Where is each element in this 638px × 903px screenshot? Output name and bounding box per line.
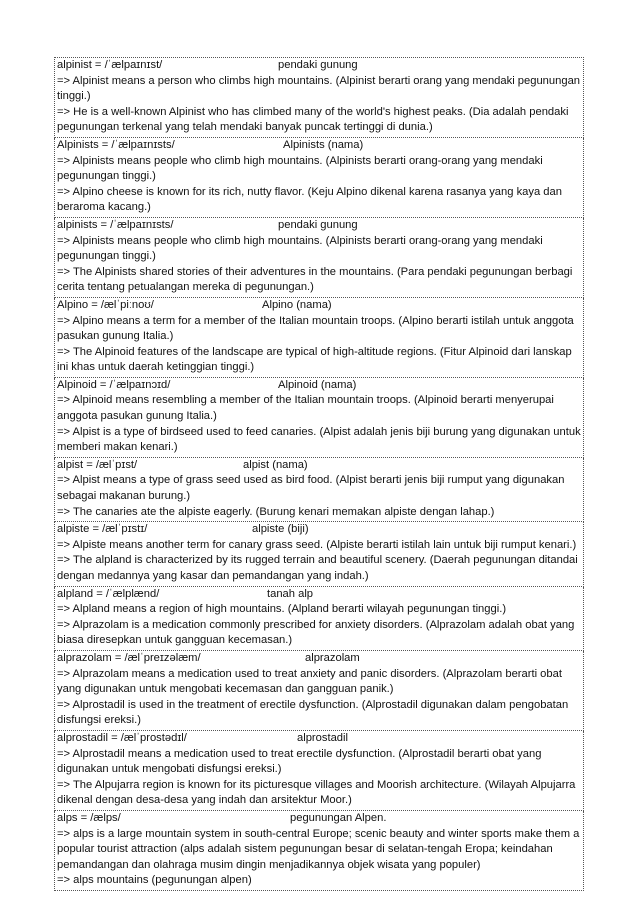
entry-term: alprostadil = /ælˈprostədɪl/ [57, 731, 187, 744]
dictionary-entry [54, 57, 584, 138]
example-line: => Alpiste means another term for canary grass seed. (Alpiste berarti istilah lain untuk biji rumput kenari.) [57, 538, 577, 551]
dictionary-entry [54, 458, 584, 522]
entry-term: alpland = /ˈælplænd/ [57, 587, 160, 600]
entry-term: alpiste = /ælˈpɪstɪ/ [57, 523, 148, 536]
dictionary-entry [54, 522, 584, 586]
example-line: => Alprazolam means a medication used to treat anxiety and panic disorders. (Alprazolam berarti obat yang digunakan untuk mengobati kecemasan dan gangguan panik.) [57, 667, 562, 696]
example-line: => The Alpujarra region is known for its picturesque villages and Moorish architecture. (Wilayah Alpujarra dikenal dengan desa-desa yang indah dan arsitektur Moor.) [57, 778, 576, 807]
entry-meaning: pendaki gunung [278, 59, 358, 71]
entry-meaning: tanah alp [267, 587, 314, 600]
entry-meaning: alpist (nama) [243, 458, 308, 471]
example-line: => The alpland is characterized by its rugged terrain and beautiful scenery. (Daerah pegunungan ditandai dengan medannya yang kasar dan pemandangan yang indah.) [57, 554, 578, 582]
example-line: => The Alpinoid features of the landscape are typical of high-altitude regions. (Fitur Alpinoid dari lanskap ini khas untuk daerah ketinggian tinggi.) [57, 345, 572, 374]
dictionary-page [54, 57, 584, 891]
entry-meaning: alpiste (biji) [252, 523, 309, 536]
dictionary-entry [54, 587, 584, 651]
entry-meaning: alprostadil [297, 731, 348, 744]
entry-term: alpinists = /ˈælpaɪnɪsts/ [57, 218, 174, 231]
example-line: => Alpinists means people who climb high mountains. (Alpinists berarti orang-orang yang mendaki pegunungan tinggi.) [57, 234, 543, 263]
dictionary-entry [54, 731, 584, 811]
dictionary-entry [54, 378, 584, 458]
example-line: => Alpinoid means resembling a member of the Italian mountain troops. (Alpinoid berarti menyerupai anggota pasukan gunung Italia.) [57, 394, 554, 423]
entry-meaning: Alpino (nama) [262, 298, 332, 311]
entry-term: alpinist = /ˈælpaɪnɪst/ [57, 59, 163, 71]
example-line: => Alpino means a term for a member of the Italian mountain troops. (Alpino berarti istilah untuk anggota pasukan gunung Italia.) [57, 314, 574, 343]
example-line: => Alpist means a type of grass seed used as bird food. (Alpist berarti jenis biji rumput yang digunakan sebagai makanan burung.) [57, 474, 565, 503]
entry-meaning: Alpinists (nama) [283, 138, 364, 151]
entry-term: Alpinoid = /ˈælpaɪnɔɪd/ [57, 378, 171, 391]
entry-meaning: pegunungan Alpen. [290, 811, 387, 824]
example-line: => Alpinists means people who climb high mountains. (Alpinists berarti orang-orang yang mendaki pegunungan tinggi.) [57, 154, 543, 183]
example-line: => alps is a large mountain system in south-central Europe; scenic beauty and winter sports make them a popular tourist attraction (alps adalah sistem pegunungan besar di selatan-tengah Eropa; keindahan pemandangan dan olahraga musim dingin menjadikannya objek wisata yang populer) [57, 827, 580, 871]
dictionary-entry [54, 298, 584, 378]
entry-term: Alpino = /ælˈpiːnoʊ/ [57, 298, 154, 311]
example-line: => Alpino cheese is known for its rich, nutty flavor. (Keju Alpino dikenal karena rasanya yang kaya dan beraroma kacang.) [57, 185, 562, 214]
example-line: => The Alpinists shared stories of their adventures in the mountains. (Para pendaki pegunungan berbagi cerita tentang petualangan mereka di pegunungan.) [57, 265, 573, 294]
dictionary-entry [54, 651, 584, 731]
dictionary-entry [54, 138, 584, 218]
example-line: => Alpland means a region of high mountains. (Alpland berarti wilayah pegunungan tinggi.) [57, 603, 507, 616]
entry-term: alpist = /ælˈpɪst/ [57, 458, 138, 471]
entry-meaning: pendaki gunung [278, 218, 358, 231]
entry-meaning: alprazolam [305, 651, 360, 664]
entry-term: alps = /ælps/ [57, 811, 121, 824]
entry-meaning: Alpinoid (nama) [278, 378, 357, 391]
entry-term: Alpinists = /ˈælpaɪnɪsts/ [57, 138, 175, 151]
example-line: => He is a well-known Alpinist who has climbed many of the world's highest peaks. (Dia adalah pendaki pegunungan terkenal yang telah mendaki banyak puncak tertinggi di dunia.) [57, 105, 569, 134]
dictionary-entry [54, 811, 584, 891]
example-line: => Alpinist means a person who climbs high mountains. (Alpinist berarti orang yang mendaki pegunungan tinggi.) [57, 74, 581, 103]
entry-term: alprazolam = /ælˈpreɪzəlæm/ [57, 651, 201, 664]
example-line: => The canaries ate the alpiste eagerly. (Burung kenari memakan alpiste dengan lahap.) [57, 505, 495, 518]
example-line: => Alprostadil means a medication used to treat erectile dysfunction. (Alprostadil berarti obat yang digunakan untuk mengobati disfungsi ereksi.) [57, 747, 542, 776]
example-line: => Alpist is a type of birdseed used to feed canaries. (Alpist adalah jenis biji burung yang digunakan untuk memberi makan kenari.) [57, 425, 581, 454]
dictionary-entry [54, 218, 584, 298]
example-line: => Alprostadil is used in the treatment of erectile dysfunction. (Alprostadil digunakan dalam pengobatan disfungsi ereksi.) [57, 698, 569, 727]
example-line: => alps mountains (pegunungan alpen) [57, 874, 252, 887]
example-line: => Alprazolam is a medication commonly prescribed for anxiety disorders. (Alprazolam adalah obat yang biasa diresepkan untuk gangguan kecemasan.) [57, 618, 575, 647]
